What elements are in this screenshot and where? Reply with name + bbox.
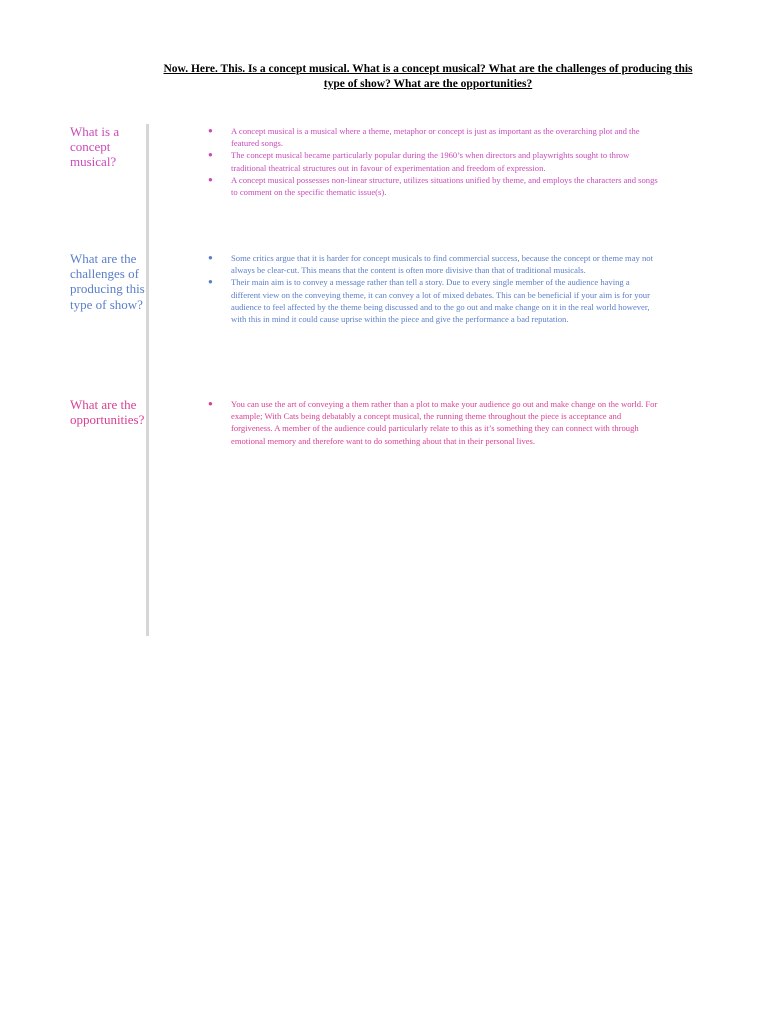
section-list-concept-musical xyxy=(206,125,658,198)
section-list-challenges xyxy=(206,252,658,325)
bullet-icon: ● xyxy=(208,277,213,287)
page-title: Now. Here. This. Is a concept musical. What is a concept musical? What are the challenges of producing this type of show? What are the opportunities? xyxy=(163,63,693,90)
list-item xyxy=(206,276,658,325)
list-item xyxy=(206,174,658,198)
bullet-text: Their main aim is to convey a message rather than tell a story. Due to every single member of the audience having a different view on the conveying theme, it can convey a lot of mixed debates. This can be beneficial if your aim is for your audience to feel affected by the theme being discussed and to the go out and make change on it in the real world however, with this in mind it could cause uprise within the piece and give the performance a bad reputation. xyxy=(231,277,650,325)
section-list-opportunities xyxy=(206,398,658,447)
bullet-text: Some critics argue that it is harder for concept musicals to find commercial success, because the concept or theme may not always be clear-cut. This means that the content is often more divisive than that of traditional musicals. xyxy=(231,253,653,276)
list-item xyxy=(206,252,658,276)
bullet-icon: ● xyxy=(208,150,213,160)
bullet-icon: ● xyxy=(208,253,213,262)
bullet-icon: ● xyxy=(208,399,213,408)
bullet-text: A concept musical possesses non-linear structure, utilizes situations unified by theme, and employs the characters and songs to comment on the specific thematic issue(s). xyxy=(231,174,658,198)
section-heading-challenges: What are the challenges of producing this type of show? xyxy=(70,251,145,312)
section-heading-opportunities: What are the opportunities? xyxy=(70,397,145,428)
bullet-text: A concept musical is a musical where a theme, metaphor or concept is just as important as the overarching plot and the featured songs. xyxy=(231,126,640,149)
bullet-text: The concept musical became particularly popular during the 1960’s when directors and playwrights sought to throw traditional theatrical structures out in favour of experimentation and freedom of expression. xyxy=(231,150,630,173)
vertical-divider xyxy=(146,124,149,636)
bullet-text: You can use the art of conveying a them rather than a plot to make your audience go out and make change on the world. For example; With Cats being debatably a concept musical, the running theme throughout the piece is acceptance and forgiveness. A member of the audience could particularly relate to this as it’s something they can connect with through emotional memory and therefore want to do something about that in their personal lives. xyxy=(231,399,658,446)
bullet-icon: ● xyxy=(208,126,213,135)
list-item xyxy=(206,125,658,149)
list-item xyxy=(206,398,658,447)
section-heading-concept-musical: What is a concept musical? xyxy=(70,124,120,170)
list-item xyxy=(206,149,658,173)
bullet-icon: ● xyxy=(208,174,213,184)
